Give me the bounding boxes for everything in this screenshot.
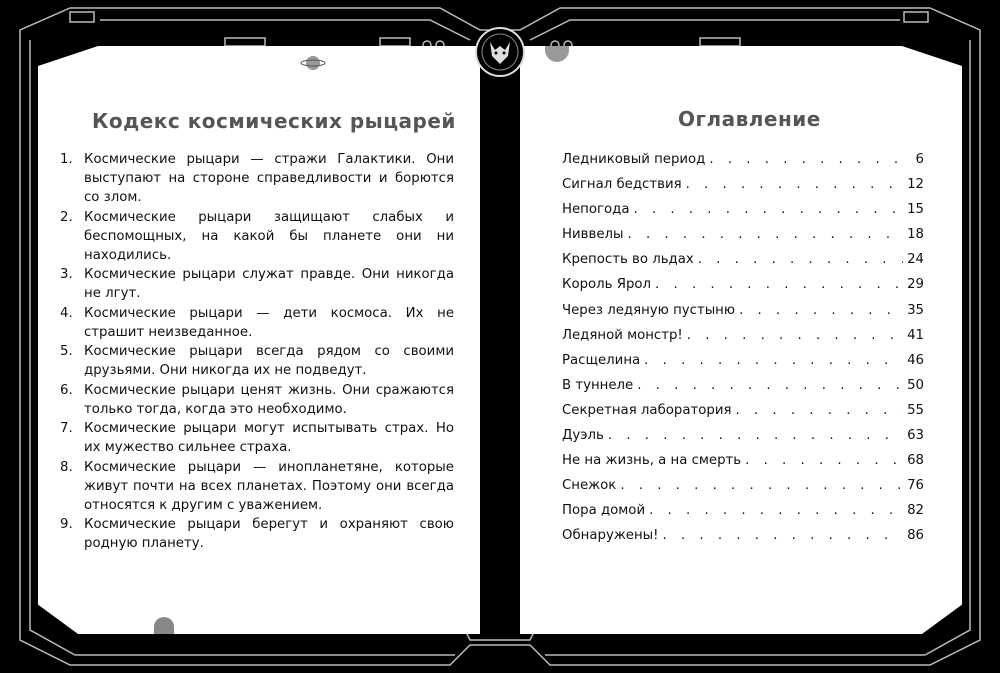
toc-entry[interactable]: Снежок . . . 76 — [562, 478, 924, 503]
list-item: 3. Космические рыцари служат правде. Они никогда не лгут. — [60, 267, 454, 301]
list-item: 5. Космические рыцари всегда рядом со своими друзьями. Они никогда их не подведут. — [60, 344, 454, 378]
toc-entry[interactable]: Король Ярол . . . 29 — [562, 277, 924, 302]
toc-entry[interactable]: Обнаружены! . . . 86 — [562, 528, 924, 553]
toc-entry[interactable]: Ледниковый период . . . 6 — [562, 152, 924, 177]
list-item: 7. Космические рыцари могут испытывать страх. Но их мужество сильнее страха. — [60, 421, 454, 455]
toc-entry[interactable]: Непогода . . . 15 — [562, 202, 924, 227]
toc-entry[interactable]: Пора домой . . . 82 — [562, 503, 924, 528]
toc-entry[interactable]: Не на жизнь, а на смерть . . . 68 — [562, 453, 924, 478]
toc-entry[interactable]: Сигнал бедствия . . . 12 — [562, 177, 924, 202]
toc-entry[interactable]: В туннеле . . . 50 — [562, 378, 924, 403]
toc-entry[interactable]: Ледяной монстр! . . . 41 — [562, 328, 924, 353]
codex-title: Кодекс космических рыцарей — [92, 109, 456, 133]
list-item: 6. Космические рыцари ценят жизнь. Они сражаются только тогда, когда это необходимо. — [60, 382, 454, 417]
toc-entry[interactable]: Крепость во льдах . . . 24 — [562, 252, 924, 277]
toc-entry[interactable]: Дуэль . . . 63 — [562, 428, 924, 453]
list-item: 8. Космические рыцари — инопланетяне, которые живут почти на всех планетах. Поэтому они всегда относятся к другим с уважением. — [60, 459, 454, 513]
list-item: 2. Космические рыцари защищают слабых и беспомощных, на какой бы планете они ни находились. — [60, 209, 454, 263]
codex-list — [60, 150, 454, 554]
toc-title: Оглавление — [678, 107, 821, 131]
table-of-contents — [562, 152, 924, 554]
planet-icon — [300, 52, 326, 74]
toc-entry[interactable]: Расщелина . . . 46 — [562, 353, 924, 378]
toc-entry[interactable]: Секретная лаборатория . . . 55 — [562, 403, 924, 428]
planet-icon — [154, 617, 174, 634]
list-item: 1. Космические рыцари — стражи Галактики. Они выступают на стороне справедливости и борются со злом. — [60, 152, 454, 205]
list-item: 9. Космические рыцари берегут и охраняют свою родную планету. — [60, 517, 454, 551]
toc-entry[interactable]: Через ледяную пустыню . . . 35 — [562, 303, 924, 328]
toc-entry[interactable]: Ниввелы . . . 18 — [562, 227, 924, 252]
wolf-head-emblem-icon — [474, 26, 526, 78]
list-item: 4. Космические рыцари — дети космоса. Их не страшит неизведанное. — [60, 305, 454, 340]
